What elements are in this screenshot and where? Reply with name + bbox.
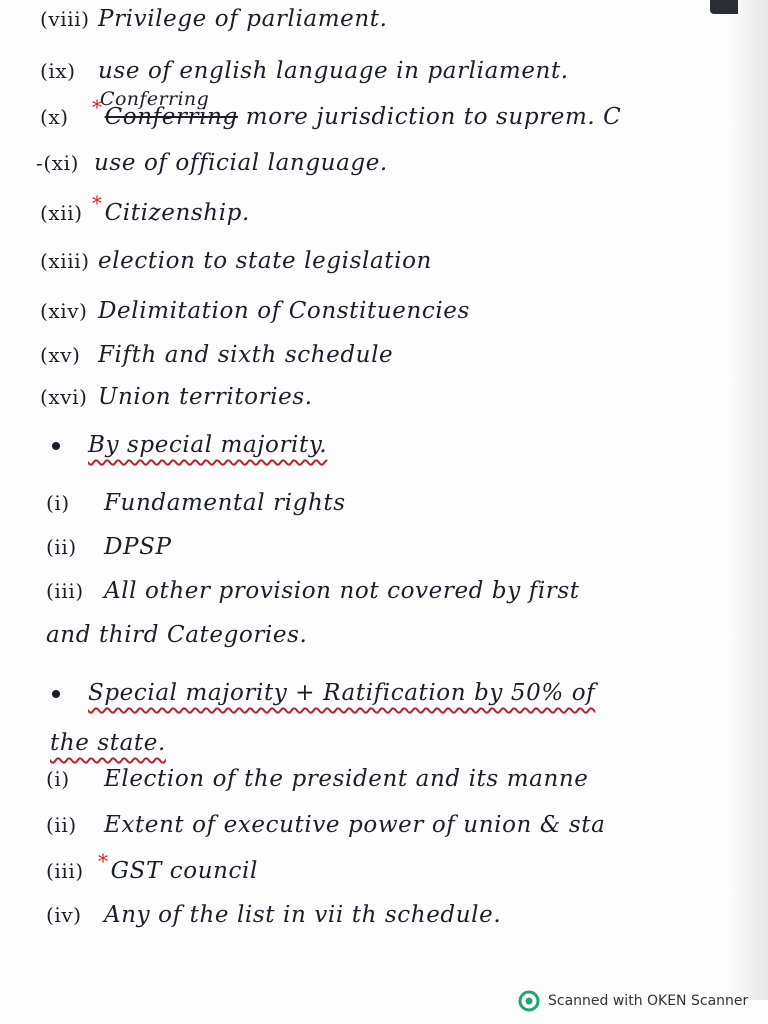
- correction-above: Conferring: [100, 88, 210, 110]
- list-item: [40, 248, 768, 274]
- item-text: and third Categories.: [46, 622, 308, 648]
- list-item: [36, 150, 768, 176]
- section-heading-text: Special majority + Ratification by 50% of: [88, 680, 596, 706]
- scanner-watermark: [518, 988, 748, 1014]
- bullet-icon: [52, 442, 60, 450]
- item-number: (xiv): [40, 299, 88, 323]
- item-text: Privilege of parliament.: [98, 6, 388, 32]
- item-number: (iii): [46, 859, 84, 883]
- item-number: (xii): [40, 201, 83, 225]
- scanner-watermark-text: Scanned with OKEN Scanner: [548, 993, 749, 1009]
- item-text: GST council: [110, 858, 258, 884]
- item-text: Fifth and sixth schedule: [98, 342, 394, 368]
- list-item: [46, 490, 768, 516]
- bullet-icon: [52, 690, 60, 698]
- red-star-mark: *: [92, 191, 103, 215]
- section-heading-special-majority: [52, 432, 768, 458]
- item-text: election to state legislation: [98, 248, 432, 274]
- list-item: [46, 766, 768, 792]
- item-text: use of english language in parliament.: [98, 58, 569, 84]
- list-item: [40, 191, 768, 226]
- item-number: (i): [46, 491, 70, 515]
- item-text: Extent of executive power of union & sta: [104, 812, 606, 838]
- list-item: [46, 812, 768, 838]
- item-text: DPSP: [104, 534, 172, 560]
- item-text: use of official language.: [94, 150, 388, 176]
- item-number: (iii): [46, 579, 84, 603]
- item-number: (i): [46, 767, 70, 791]
- item-text: Fundamental rights: [104, 490, 346, 516]
- item-number: -(xi): [36, 151, 80, 175]
- list-item: [40, 384, 768, 410]
- item-number: (x): [40, 105, 69, 129]
- list-item: [40, 95, 768, 130]
- item-number: (ii): [46, 813, 77, 837]
- list-item: [40, 58, 768, 84]
- item-number: (xvi): [40, 385, 88, 409]
- item-number: (viii): [40, 7, 90, 31]
- list-item: [46, 849, 768, 884]
- item-text: Union territories.: [98, 384, 313, 410]
- list-item: [40, 342, 768, 368]
- red-star-mark: *: [92, 95, 103, 119]
- section-heading-text: By special majority.: [88, 432, 328, 458]
- item-text: Election of the president and its manne: [104, 766, 589, 792]
- item-number: (ix): [40, 59, 76, 83]
- item-text: Any of the list in vii th schedule.: [104, 902, 502, 928]
- item-text: All other provision not covered by first: [104, 578, 580, 604]
- list-item-continuation: [46, 622, 768, 648]
- list-item: [40, 298, 768, 324]
- item-number: (xiii): [40, 249, 90, 273]
- list-item: [40, 6, 768, 32]
- section-heading-continuation: [50, 730, 768, 756]
- item-text: more jurisdiction to suprem. C: [245, 104, 622, 130]
- item-text: Citizenship.: [104, 200, 250, 226]
- list-item: [46, 902, 768, 928]
- item-number: (iv): [46, 903, 82, 927]
- item-text: Delimitation of Constituencies: [98, 298, 470, 324]
- item-number: (xv): [40, 343, 81, 367]
- item-number: (ii): [46, 535, 77, 559]
- list-item: [46, 534, 768, 560]
- struck-word: Conferring: [104, 104, 238, 130]
- list-item: [46, 578, 768, 604]
- red-star-mark: *: [98, 849, 109, 873]
- oken-scanner-logo-icon: [518, 990, 540, 1012]
- section-heading-text: the state.: [50, 730, 166, 756]
- section-heading-ratification: [52, 680, 768, 706]
